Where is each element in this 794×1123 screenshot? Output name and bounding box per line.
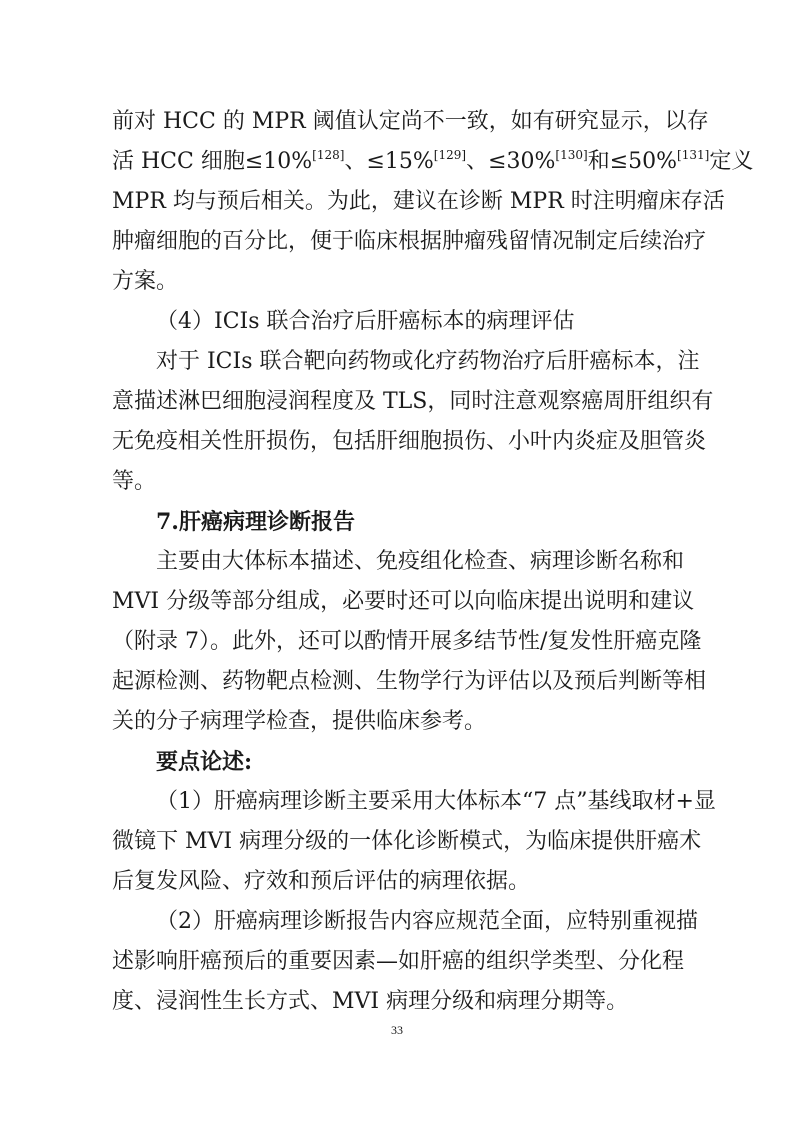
paragraph-line: 关的分子病理学检查，提供临床参考。 bbox=[112, 709, 487, 734]
text-fragment: 定义 bbox=[709, 149, 754, 174]
paragraph-line: 述影响肝癌预后的重要因素—如肝癌的组织学类型、分化程 bbox=[112, 949, 685, 974]
paragraph-line: 微镜下 MVI 病理分级的一体化诊断模式，为临床提供肝癌术 bbox=[112, 829, 702, 854]
paragraph-line: 无免疫相关性肝损伤，包括肝细胞损伤、小叶内炎症及胆管炎 bbox=[112, 429, 707, 454]
citation-ref: [131] bbox=[677, 148, 710, 162]
text-fragment: 、≤30% bbox=[466, 149, 556, 174]
paragraph-line: 起源检测、药物靶点检测、生物学行为评估以及预后判断等相 bbox=[112, 669, 707, 694]
paragraph-line: 对于 ICIs 联合靶向药物或化疗药物治疗后肝癌标本，注 bbox=[156, 349, 700, 374]
paragraph-line: （1）肝癌病理诊断主要采用大体标本“7 点”基线取材+显 bbox=[156, 789, 716, 814]
text-fragment: 活 HCC 细胞≤10% bbox=[112, 149, 313, 174]
paragraph-line: MVI 分级等部分组成，必要时还可以向临床提出说明和建议 bbox=[112, 589, 695, 614]
paragraph-line: 肿瘤细胞的百分比，便于临床根据肿瘤残留情况制定后续治疗 bbox=[112, 229, 707, 254]
paragraph-line: 等。 bbox=[112, 469, 157, 494]
subsection-heading: （4）ICIs 联合治疗后肝癌标本的病理评估 bbox=[156, 309, 575, 334]
paragraph-line: 方案。 bbox=[112, 269, 179, 294]
paragraph-line: 后复发风险、疗效和预后评估的病理依据。 bbox=[112, 869, 531, 894]
citation-ref: [130] bbox=[555, 148, 588, 162]
citation-ref: [129] bbox=[433, 148, 467, 162]
paragraph-line: （附录 7）。此外，还可以酌情开展多结节性/复发性肝癌克隆 bbox=[112, 629, 702, 654]
paragraph-line: 意描述淋巴细胞浸润程度及 TLS，同时注意观察癌周肝组织有 bbox=[112, 389, 714, 414]
paragraph-line: 主要由大体标本描述、免疫组化检查、病理诊断名称和 bbox=[156, 549, 685, 574]
text-fragment: 、≤15% bbox=[344, 149, 434, 174]
keypoints-heading: 要点论述: bbox=[156, 749, 253, 775]
page-number: 33 bbox=[391, 1023, 403, 1037]
paragraph-line: 度、浸润性生长方式、MVI 病理分级和病理分期等。 bbox=[112, 989, 629, 1014]
paragraph-line-with-citations bbox=[112, 148, 754, 176]
paragraph-line: 前对 HCC 的 MPR 阈值认定尚不一致，如有研究显示，以存 bbox=[112, 109, 709, 134]
paragraph-line: MPR 均与预后相关。为此，建议在诊断 MPR 时注明瘤床存活 bbox=[112, 189, 725, 214]
text-fragment: 和≤50% bbox=[587, 149, 678, 174]
paragraph-line: （2）肝癌病理诊断报告内容应规范全面，应特别重视描 bbox=[156, 909, 698, 934]
citation-ref: [128] bbox=[312, 148, 345, 162]
section-heading: 7.肝癌病理诊断报告 bbox=[156, 509, 355, 535]
